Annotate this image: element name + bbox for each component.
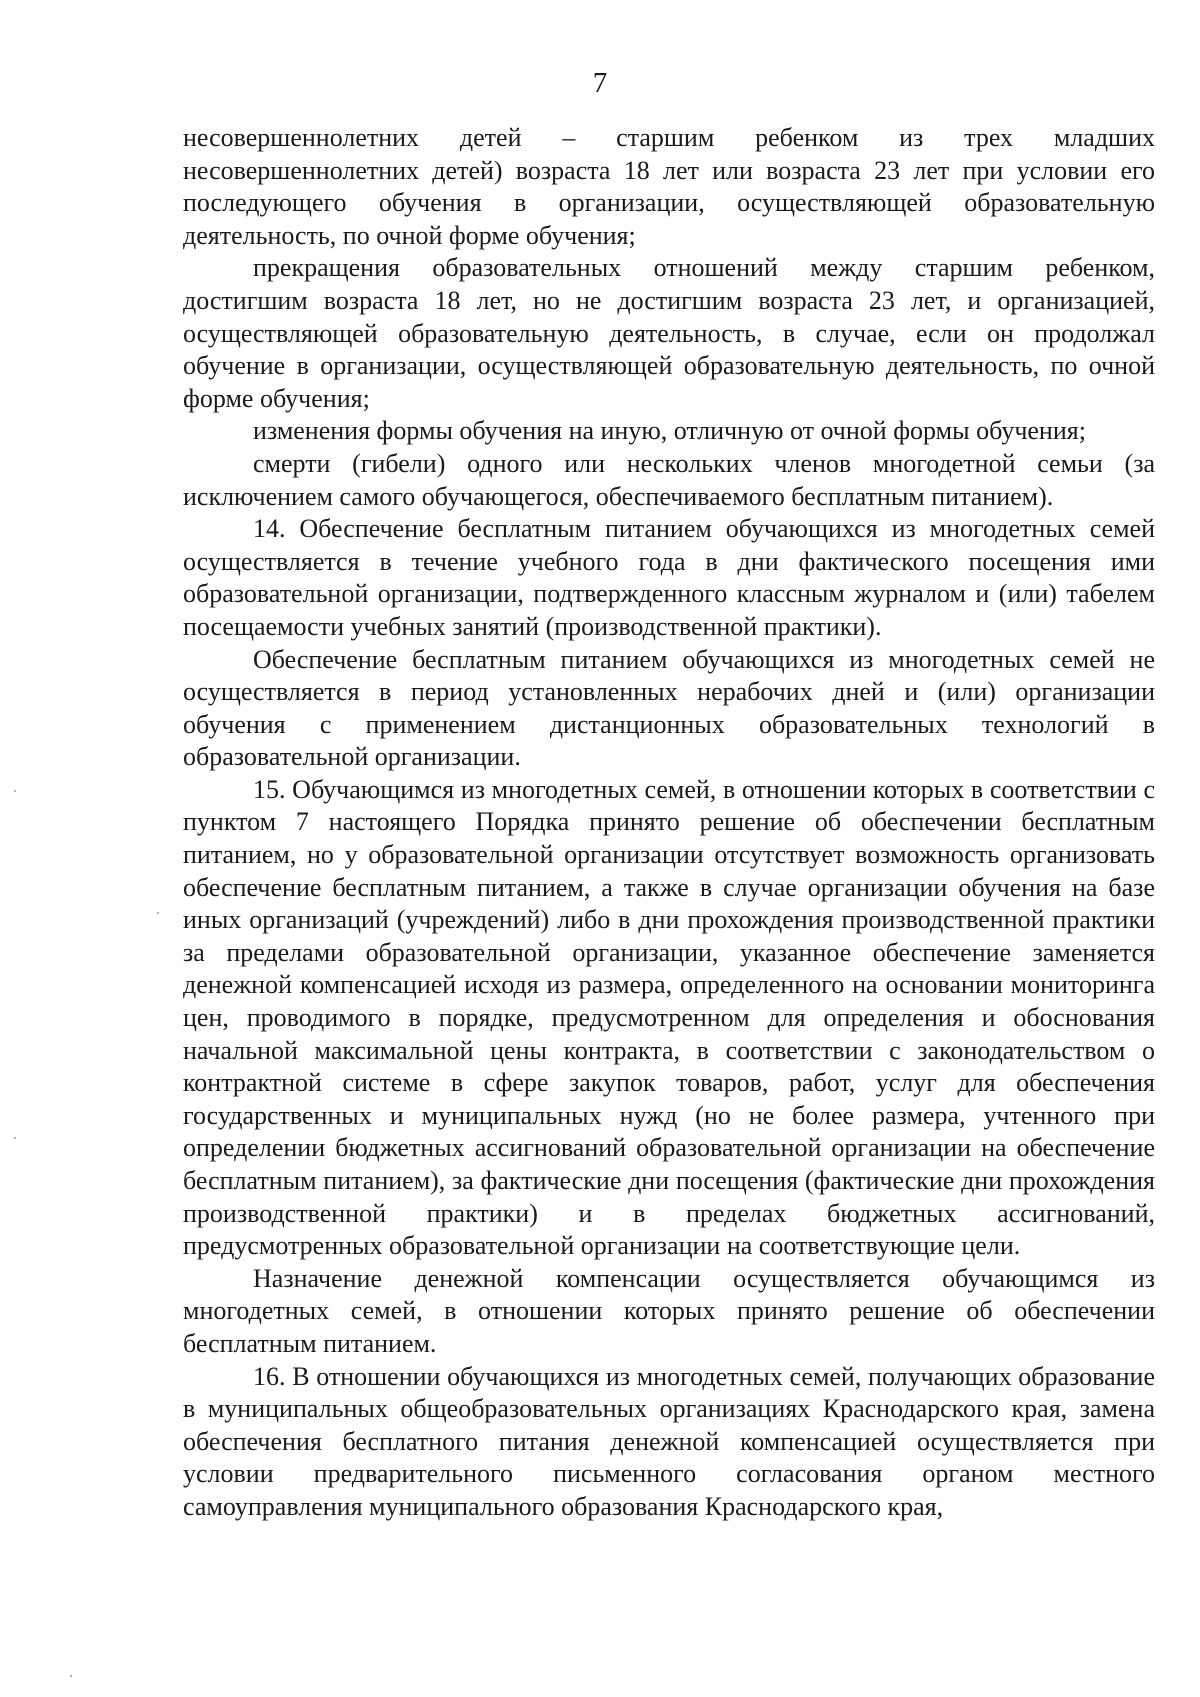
paragraph-change-of-study-form: изменения формы обучения на иную, отличную от очной формы обучения; bbox=[253, 416, 1086, 446]
paragraph-item-14-exception: Обеспечение бесплатным питанием обучающихся из многодетных семей не осуществляется в период установленных нерабочих дней и (или) организации обучения с применением дистанционных образовательных технологий в образовательной организации. bbox=[183, 644, 1155, 772]
paragraph-termination-of-relations: прекращения образовательных отношений между старшим ребенком, достигшим возраста 18 лет, но не достигшим возраста 23 лет, и организацией, осуществляющей образовательную деятельность, в случае, если он продолжал обучение в организации, осуществляющей образовательную деятельность, по очной форме обучения; bbox=[183, 253, 1155, 413]
scan-artifact bbox=[14, 1137, 16, 1139]
paragraph-item-15: 15. Обучающимся из многодетных семей, в отношении которых в соответствии с пунктом 7 настоящего Порядка принято решение об обеспечении бесплатным питанием, но у образовательной организации отсутствует возможность организовать обеспечение бесплатным питанием, а также в случае организации обучения на базе иных организаций (учреждений) либо в дни прохождения производственной практики за пределами образовательной организации, указанное обеспечение заменяется денежной компенсацией исходя из размера, определенного на основании мониторинга цен, проводимого в порядке, предусмотренном для определения и обоснования начальной максимальной цены контракта, в соответствии с законодательством о контрактной системе в сфере закупок товаров, работ, услуг для обеспечения государственных и муниципальных нужд (но не более размера, учтенного при определении бюджетных ассигнований образовательной организации на обеспечение бесплатным питанием), за фактические дни посещения (фактические дни прохождения производственной практики) и в пределах бюджетных ассигнований, предусмотренных образовательной организации на соответствующие цели. bbox=[183, 774, 1155, 1261]
paragraph-death-of-family-member: смерти (гибели) одного или нескольких членов многодетной семьи (за исключением самого обучающегося, обеспечиваемого бесплатным питанием). bbox=[183, 448, 1155, 511]
document-body bbox=[183, 122, 1155, 1524]
paragraph-item-15-compensation: Назначение денежной компенсации осуществляется обучающимся из многодетных семей, в отношении которых принято решение об обеспечении бесплатным питанием. bbox=[183, 1263, 1155, 1358]
scan-artifact bbox=[157, 912, 159, 914]
paragraph-continuation: несовершеннолетних детей – старшим ребенком из трех младших несовершеннолетних детей) возраста 18 лет или возраста 23 лет при условии его последующего обучения в организации, осуществляющей образовательную деятельность, по очной форме обучения; bbox=[183, 123, 1155, 250]
scan-artifact bbox=[14, 790, 16, 792]
paragraph-item-16: 16. В отношении обучающихся из многодетных семей, получающих образование в муниципальных общеобразовательных организациях Краснодарского края, замена обеспечения бесплатного питания денежной компенсацией осуществляется при условии предварительного письменного согласования органом местного самоуправления муниципального образования Краснодарского края, bbox=[183, 1361, 1155, 1521]
scan-artifact bbox=[70, 1675, 72, 1677]
page-number: 7 bbox=[592, 67, 608, 99]
paragraph-item-14: 14. Обеспечение бесплатным питанием обучающихся из многодетных семей осуществляется в течение учебного года в дни фактического посещения ими образовательной организации, подтвержденного классным журналом и (или) табелем посещаемости учебных занятий (производственной практики). bbox=[183, 514, 1155, 641]
